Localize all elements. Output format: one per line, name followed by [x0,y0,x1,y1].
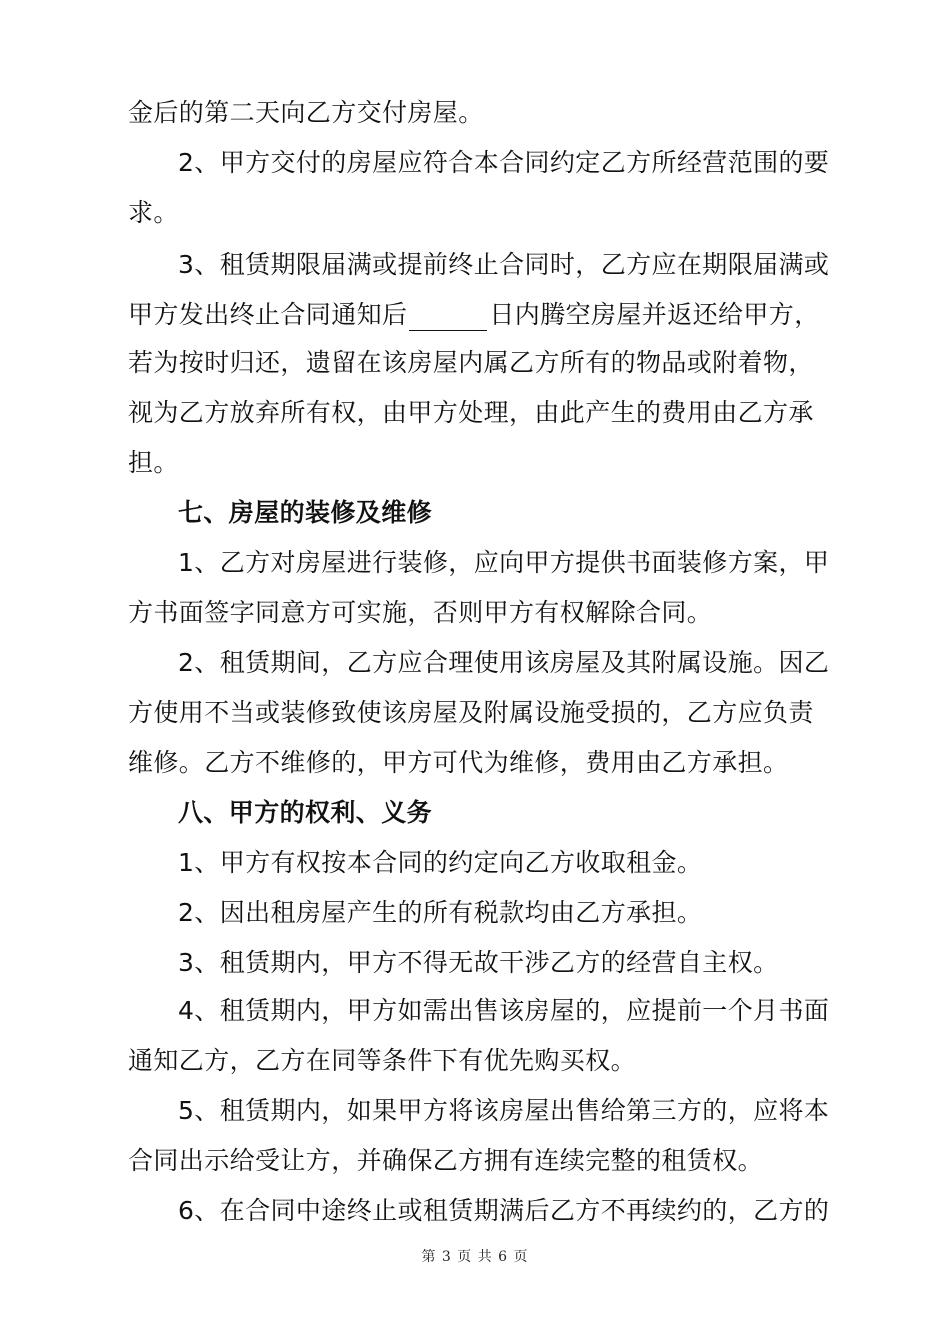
paragraph-line: 6、在合同中途终止或租赁期满后乙方不再续约的，乙方的 [178,1196,830,1225]
paragraph-line: 金后的第二天向乙方交付房屋。 [128,98,484,127]
paragraph-line: 合同出示给受让方，并确保乙方拥有连续完整的租赁权。 [128,1146,764,1175]
paragraph-line: 通知乙方，乙方在同等条件下有优先购买权。 [128,1046,637,1075]
page-number-footer: 第 3 页 共 6 页 [421,1249,529,1265]
paragraph-line: 1、甲方有权按本合同的约定向乙方收取租金。 [178,848,703,877]
section-heading: 八、甲方的权利、义务 [178,798,433,827]
paragraph-line: 5、租赁期内，如果甲方将该房屋出售给第三方的，应将本 [178,1096,830,1125]
section-heading: 七、房屋的装修及维修 [178,498,433,527]
paragraph-line: 担。 [128,448,179,477]
paragraph-line: 求。 [128,198,179,227]
paragraph-line: 3、租赁期内，甲方不得无故干涉乙方的经营自主权。 [178,948,779,977]
paragraph-line: 方书面签字同意方可实施，否则甲方有权解除合同。 [128,598,713,627]
paragraph-line: 2、甲方交付的房屋应符合本合同约定乙方所经营范围的要 [178,148,830,177]
line-segment: 甲方发出终止合同通知后 [128,300,408,329]
paragraph-line-with-blank [128,300,828,330]
fill-in-blank [409,318,487,331]
paragraph-line: 视为乙方放弃所有权，由甲方处理，由此产生的费用由乙方承 [128,398,814,427]
paragraph-line: 若为按时归还，遗留在该房屋内属乙方所有的物品或附着物， [128,348,814,377]
paragraph-line: 维修。乙方不维修的，甲方可代为维修，费用由乙方承担。 [128,748,789,777]
line-segment: 日内腾空房屋并返还给甲方， [489,300,820,329]
paragraph-line: 3、租赁期限届满或提前终止合同时，乙方应在期限届满或 [178,250,830,279]
paragraph-line: 2、租赁期间，乙方应合理使用该房屋及其附属设施。因乙 [178,648,830,677]
paragraph-line: 1、乙方对房屋进行装修，应向甲方提供书面装修方案，甲 [178,548,830,577]
paragraph-line: 方使用不当或装修致使该房屋及附属设施受损的，乙方应负责 [128,698,814,727]
paragraph-line: 4、租赁期内，甲方如需出售该房屋的，应提前一个月书面 [178,996,830,1025]
paragraph-line: 2、因出租房屋产生的所有税款均由乙方承担。 [178,898,703,927]
